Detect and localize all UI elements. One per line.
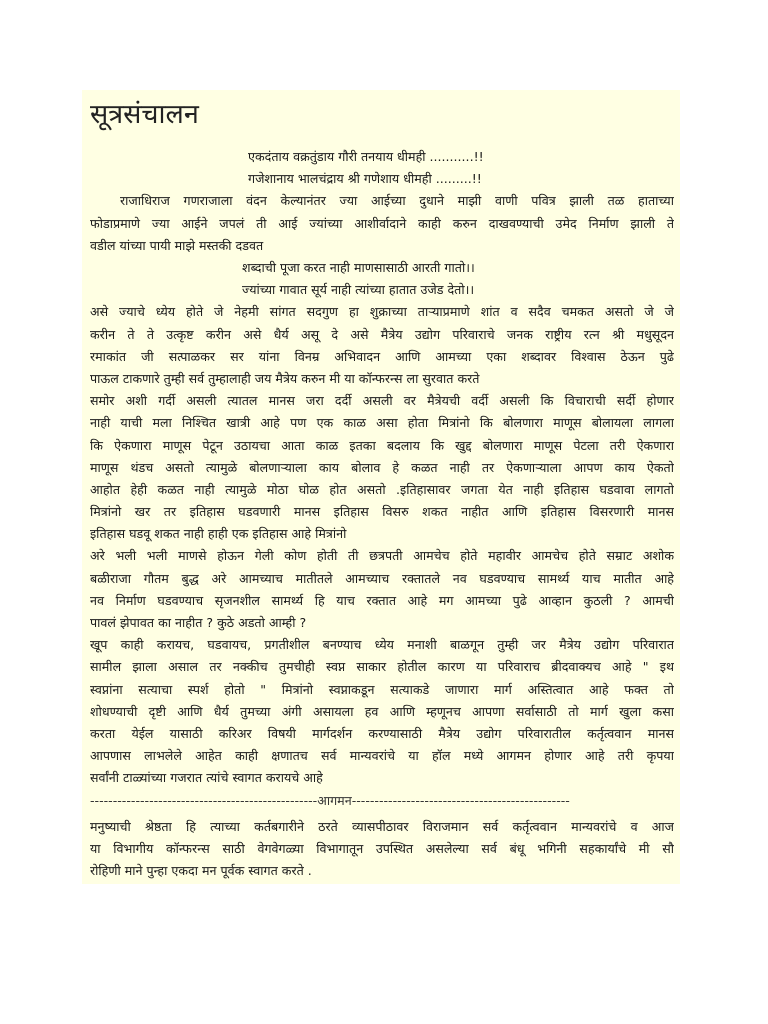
para2-line: इतिहास घडवू शकत नाही हाही एक इतिहास आहे मित्रांनो: [90, 526, 347, 542]
para2-line: असे ज्याचे ध्येय होते जे नेहमी सांगत सदगुण हा शुक्राच्या ताऱ्याप्रमाणे शांत व सदैव चमकत असतो जे जे: [90, 304, 674, 320]
para4-line: स्वप्नांना सत्याचा स्पर्श होतो " मित्रांनो स्वप्नाकडून सत्याकडे जाणारा मार्ग अस्तित्वात आहे फक्त तो: [90, 681, 674, 697]
para2-line: आहोत हेही कळत नाही त्यामुळे मोठा घोळ होत असतो .इतिहासावर जगता येत नाही इतिहास घडवावा लागतो: [90, 481, 674, 497]
section-separator: --------------------------------------------------आगमन------------------------------------------------: [90, 792, 570, 808]
para1-line: फोडाप्रमाणे ज्या आईने जपलं ती आई ज्यांच्या आशीर्वादाने काही करुन दाखवण्याची उमेद निर्माण झाली ते: [90, 215, 674, 231]
para5-line: मनुष्याची श्रेष्ठता हि त्याच्या कर्तबगारीने ठरते व्यासपीठावर विराजमान सर्व कर्तृत्ववान मान्यवरांचे व आज: [90, 818, 674, 834]
para4-line: शोधण्याची दृष्टी आणि धैर्य तुमच्या अंगी असायला हव आणि म्हणूनच आपणा सर्वासाठी तो मार्ग खुला कसा: [90, 703, 674, 719]
para3-line: अरे भली भली माणसे होऊन गेली कोण होती ती छत्रपती आमचेच होते महावीर आमचेच होते सम्राट अशोक: [90, 548, 674, 564]
document-page: [82, 90, 680, 884]
para2-line: करीन ते ते उत्कृष्ट करीन असे धैर्य असू दे असे मैत्रेय उद्योग परिवाराचे जनक राष्ट्रीय रत्न श्री मधुसूदन: [90, 326, 674, 342]
para2-line: माणूस थंडच असतो त्यामुळे बोलणाऱ्याला काय बोलाव हे कळत नाही तर ऐकणाऱ्याला आपण काय ऐकतो: [90, 459, 674, 475]
para3-line: नव निर्माण घडवण्याच सृजनशील सामर्थ्य हि याच रक्तात आहे मग आमच्या पुढे आव्हान कुठली ? आमची: [90, 592, 674, 608]
para3-line: पावलं झेपावत का नाहीत ? कुठे अडतो आम्ही ?: [90, 615, 307, 631]
page-title: सूत्रसंचालन: [90, 99, 199, 130]
para4-line: सामील झाला असाल तर नक्कीच तुमचीही स्वप्न साकार होतील कारण या परिवाराच ब्रीदवाक्यच आहे " इथ: [90, 659, 674, 675]
invocation-line-2: गजेशानाय भालचंद्राय श्री गणेशाय धीमही .........!!: [248, 171, 482, 187]
para5-line: या विभागीय कॉन्फरन्स साठी वेगवेगळ्या विभागातून उपस्थित असलेल्या सर्व बंधू भगिनी सहकार्यांचे मी सौ: [90, 840, 674, 856]
para4-line: खूप काही करायच, घडवायच, प्रगतीशील बनण्याच ध्येय मनाशी बाळगून तुम्ही जर मैत्रेय उद्योग परिवारात: [90, 637, 674, 653]
para2-line: नाही याची मला निश्चित खात्री आहे पण एक काळ असा होता मित्रांनो कि बोलणारा माणूस बोलायला लागला: [90, 415, 674, 431]
para4-line: करता येईल यासाठी करिअर विषयी मार्गदर्शन करण्यासाठी मैत्रेय उद्योग परिवारातील कर्तृत्ववान मानस: [90, 726, 674, 741]
para2-line: कि ऐकणारा माणूस पेटून उठायचा आता काळ इतका बदलाय कि खुद्द बोलणारा माणूस पेटला तरी ऐकणारा: [90, 437, 674, 453]
couplet-line-2: ज्यांच्या गावात सूर्य नाही त्यांच्या हातात उजेड देतो।।: [242, 282, 475, 298]
para2-line: पाऊल टाकणारे तुम्ही सर्व तुम्हालाही जय मैत्रेय करुन मी या कॉन्फरन्स ला सुरवात करते: [90, 370, 480, 386]
para3-line: बळीराजा गौतम बुद्ध अरे आमच्याच मातीतले आमच्याच रक्तातले नव घडवण्याच सामर्थ्य याच मातीत आहे: [90, 570, 674, 586]
para1-line: वडील यांच्या पायी माझे मस्तकी दडवत: [90, 237, 264, 253]
para2-line: समोर अशी गर्दी असली त्यातल मानस जरा दर्दी असली वर मैत्रेयची वर्दी असली कि विचाराची सर्दी होणार: [90, 393, 674, 409]
para2-line: रमाकांत जी सत्पाळकर सर यांना विनम्र अभिवादन आणि आमच्या एका शब्दावर विश्वास ठेऊन पुढे: [90, 348, 674, 364]
para2-line: मित्रांनो खर तर इतिहास घडवणारी मानस इतिहास विसरु शकत नाहीत आणि इतिहास विसरणारी मानस: [90, 504, 674, 520]
couplet-line-1: शब्दाची पूजा करत नाही माणसासाठी आरती गातो।।: [242, 259, 475, 275]
para1-line: राजाधिराज गणराजाला वंदन केल्यानंतर ज्या आईच्या दुधाने माझी वाणी पवित्र झाली तळ हाताच्या: [120, 193, 674, 209]
para5-line: रोहिणी माने पुन्हा एकदा मन पूर्वक स्वागत करते .: [90, 863, 312, 879]
invocation-line-1: एकदंताय वक्रतुंडाय गौरी तनयाय धीमही ...........!!: [248, 149, 484, 164]
para4-line: सर्वांनी टाळ्यांच्या गजरात त्यांचे स्वागत करायचे आहे: [90, 770, 323, 786]
para4-line: आपणास लाभलेले आहेत काही क्षणातच सर्व मान्यवरांचे या हॉल मध्ये आगमन होणार आहे तरी कृपया: [90, 748, 674, 764]
